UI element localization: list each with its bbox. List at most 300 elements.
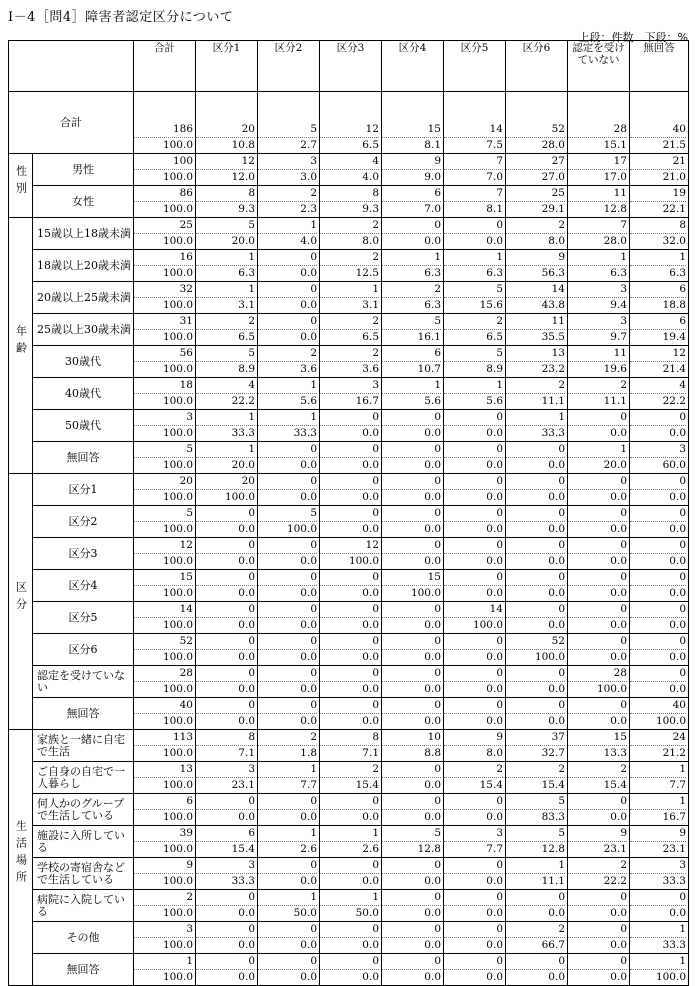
row-label: 学校の寄宿舎などで生活している	[33, 858, 134, 890]
data-cell	[134, 954, 196, 986]
count-value: 1	[372, 283, 379, 295]
count-value: 0	[310, 283, 317, 295]
data-cell	[630, 730, 689, 762]
percent-value: 7.7	[258, 777, 317, 793]
data-cell	[320, 922, 382, 954]
percent-value: 0.0	[320, 649, 379, 665]
percent-value: 8.1	[444, 201, 503, 217]
count-value: 0	[558, 667, 565, 679]
count-value: 1	[248, 283, 255, 295]
table-row	[9, 186, 689, 218]
data-cell	[630, 92, 689, 154]
percent-value: 0.0	[258, 617, 317, 633]
percent-value: 100.0	[134, 137, 193, 153]
row-label: 病院に入院している	[33, 890, 134, 922]
percent-value: 3.6	[320, 361, 379, 377]
percent-value: 0.0	[568, 649, 627, 665]
data-cell	[568, 922, 630, 954]
data-cell	[630, 154, 689, 186]
count-value: 86	[179, 187, 193, 199]
data-cell	[196, 314, 258, 346]
row-label: 無回答	[33, 442, 134, 474]
percent-value: 5.6	[258, 393, 317, 409]
percent-value: 7.7	[630, 777, 686, 793]
data-cell	[568, 250, 630, 282]
count-value: 40	[672, 699, 686, 711]
count-value: 0	[558, 475, 565, 487]
count-value: 2	[248, 315, 255, 327]
data-cell	[258, 250, 320, 282]
count-value: 12	[241, 155, 255, 167]
percent-value: 19.6	[568, 361, 627, 377]
row-label: 区分6	[33, 634, 134, 666]
count-value: 0	[679, 891, 686, 903]
percent-value: 15.6	[444, 297, 503, 313]
percent-value: 2.3	[258, 201, 317, 217]
percent-value: 33.3	[506, 425, 565, 441]
percent-value: 0.0	[320, 809, 379, 825]
data-cell	[382, 954, 444, 986]
count-value: 3	[372, 379, 379, 391]
data-cell	[382, 282, 444, 314]
data-cell	[196, 922, 258, 954]
percent-value: 22.1	[630, 201, 686, 217]
count-value: 9	[496, 731, 503, 743]
percent-value: 16.7	[320, 393, 379, 409]
percent-value: 100.0	[320, 553, 379, 569]
percent-value: 20.0	[196, 233, 255, 249]
percent-value: 100.0	[258, 521, 317, 537]
table-row	[9, 378, 689, 410]
group-label-text: 区分	[14, 581, 28, 615]
count-value: 0	[558, 539, 565, 551]
data-cell	[506, 890, 568, 922]
count-value: 20	[241, 475, 255, 487]
data-cell	[258, 634, 320, 666]
data-cell	[630, 858, 689, 890]
data-cell	[382, 922, 444, 954]
percent-value: 23.1	[630, 841, 686, 857]
count-value: 0	[620, 411, 627, 423]
count-value: 3	[186, 923, 193, 935]
percent-value: 3.1	[320, 297, 379, 313]
data-cell	[444, 570, 506, 602]
percent-value: 0.0	[196, 649, 255, 665]
cross-tab-table	[8, 40, 689, 986]
data-cell	[382, 442, 444, 474]
data-cell	[568, 474, 630, 506]
data-cell	[568, 186, 630, 218]
row-label: 何人かのグループで生活している	[33, 794, 134, 826]
data-cell	[382, 634, 444, 666]
count-value: 0	[679, 603, 686, 615]
column-header: 合計	[134, 41, 196, 92]
percent-value: 0.0	[630, 553, 686, 569]
percent-value: 22.2	[196, 393, 255, 409]
percent-value: 0.0	[506, 713, 565, 729]
data-cell	[196, 346, 258, 378]
count-value: 0	[434, 603, 441, 615]
count-value: 6	[434, 347, 441, 359]
count-value: 0	[558, 443, 565, 455]
count-value: 1	[558, 411, 565, 423]
data-cell	[568, 346, 630, 378]
count-value: 3	[679, 443, 686, 455]
data-cell	[134, 474, 196, 506]
count-value: 11	[613, 187, 627, 199]
percent-value: 22.2	[568, 873, 627, 889]
percent-value: 0.0	[382, 937, 441, 953]
count-value: 0	[620, 795, 627, 807]
count-value: 0	[434, 859, 441, 871]
data-cell	[630, 474, 689, 506]
count-value: 2	[558, 923, 565, 935]
data-cell	[444, 474, 506, 506]
data-cell	[506, 378, 568, 410]
percent-value: 100.0	[134, 937, 193, 953]
count-value: 0	[620, 923, 627, 935]
row-label: 区分4	[33, 570, 134, 602]
table-row	[9, 602, 689, 634]
data-cell	[630, 250, 689, 282]
percent-value: 20.0	[568, 457, 627, 473]
data-cell	[134, 410, 196, 442]
row-label: 女性	[33, 186, 134, 218]
percent-value: 100.0	[134, 521, 193, 537]
data-cell	[134, 698, 196, 730]
table-row	[9, 570, 689, 602]
data-cell	[382, 506, 444, 538]
count-value: 0	[248, 603, 255, 615]
data-cell	[630, 570, 689, 602]
percent-value: 23.1	[568, 841, 627, 857]
percent-value: 0.0	[506, 553, 565, 569]
percent-value: 0.0	[444, 809, 503, 825]
data-cell	[196, 186, 258, 218]
percent-value: 0.0	[630, 585, 686, 601]
group-label	[9, 474, 33, 730]
percent-value: 0.0	[196, 553, 255, 569]
data-cell	[444, 666, 506, 698]
percent-value: 0.0	[258, 489, 317, 505]
percent-value: 12.5	[320, 265, 379, 281]
count-value: 52	[551, 123, 565, 135]
percent-value: 0.0	[506, 905, 565, 921]
data-cell	[196, 250, 258, 282]
table-row	[9, 250, 689, 282]
percent-value: 60.0	[630, 457, 686, 473]
data-cell	[568, 442, 630, 474]
header-corner	[9, 41, 134, 92]
percent-value: 0.0	[258, 713, 317, 729]
table-row	[9, 954, 689, 986]
data-cell	[630, 794, 689, 826]
percent-value: 0.0	[258, 649, 317, 665]
data-cell	[196, 218, 258, 250]
data-cell	[196, 858, 258, 890]
count-value: 0	[434, 763, 441, 775]
data-cell	[196, 890, 258, 922]
percent-value: 100.0	[134, 969, 193, 985]
data-cell	[258, 442, 320, 474]
percent-value: 0.0	[382, 713, 441, 729]
row-label: 40歳代	[33, 378, 134, 410]
count-value: 0	[434, 219, 441, 231]
percent-value: 8.9	[196, 361, 255, 377]
count-value: 1	[248, 443, 255, 455]
percent-value: 0.0	[382, 233, 441, 249]
count-value: 0	[372, 475, 379, 487]
count-value: 1	[310, 379, 317, 391]
data-cell	[444, 634, 506, 666]
percent-value: 100.0	[134, 873, 193, 889]
percent-value: 9.3	[196, 201, 255, 217]
percent-value: 0.0	[568, 937, 627, 953]
column-header: 区分1	[196, 41, 258, 92]
count-value: 4	[372, 155, 379, 167]
count-value: 6	[679, 283, 686, 295]
percent-value: 0.0	[382, 873, 441, 889]
percent-value: 100.0	[134, 649, 193, 665]
percent-value: 0.0	[196, 969, 255, 985]
count-value: 0	[496, 635, 503, 647]
data-cell	[196, 410, 258, 442]
count-value: 2	[496, 315, 503, 327]
data-cell	[196, 570, 258, 602]
group-label-text: 年齢	[14, 325, 28, 359]
count-value: 0	[434, 891, 441, 903]
data-cell	[630, 186, 689, 218]
percent-value: 100.0	[134, 617, 193, 633]
count-value: 0	[310, 699, 317, 711]
data-cell	[630, 666, 689, 698]
count-value: 20	[241, 123, 255, 135]
count-value: 0	[248, 571, 255, 583]
data-cell	[196, 506, 258, 538]
percent-value: 100.0	[630, 969, 686, 985]
data-cell	[134, 634, 196, 666]
data-cell	[568, 410, 630, 442]
percent-value: 0.0	[506, 585, 565, 601]
percent-value: 0.0	[196, 617, 255, 633]
count-value: 56	[179, 347, 193, 359]
percent-value: 83.3	[506, 809, 565, 825]
data-cell	[134, 346, 196, 378]
data-cell	[258, 154, 320, 186]
data-cell	[320, 314, 382, 346]
percent-value: 28.0	[568, 233, 627, 249]
percent-value: 0.0	[568, 809, 627, 825]
count-value: 2	[620, 379, 627, 391]
count-value: 5	[496, 283, 503, 295]
percent-value: 15.4	[196, 841, 255, 857]
percent-value: 100.0	[506, 649, 565, 665]
percent-value: 6.5	[196, 329, 255, 345]
percent-value: 20.0	[196, 457, 255, 473]
count-value: 0	[496, 219, 503, 231]
count-value: 0	[620, 955, 627, 967]
column-header: 区分2	[258, 41, 320, 92]
data-cell	[630, 954, 689, 986]
percent-value: 21.5	[630, 137, 686, 153]
percent-value: 33.3	[258, 425, 317, 441]
data-cell	[382, 410, 444, 442]
row-label: 無回答	[33, 954, 134, 986]
percent-value: 0.0	[196, 521, 255, 537]
data-cell	[444, 762, 506, 794]
count-value: 28	[613, 123, 627, 135]
data-cell	[444, 218, 506, 250]
data-cell	[196, 538, 258, 570]
table-row	[9, 282, 689, 314]
data-cell	[134, 794, 196, 826]
data-cell	[382, 730, 444, 762]
count-value: 27	[551, 155, 565, 167]
data-cell	[382, 250, 444, 282]
percent-value: 43.8	[506, 297, 565, 313]
count-value: 0	[679, 571, 686, 583]
percent-value: 0.0	[568, 713, 627, 729]
table-row	[9, 890, 689, 922]
percent-value: 6.5	[320, 137, 379, 153]
percent-value: 0.0	[444, 713, 503, 729]
column-header: 認定を受けていない	[568, 41, 630, 92]
count-value: 0	[372, 955, 379, 967]
percent-value: 100.0	[382, 585, 441, 601]
percent-value: 6.3	[196, 265, 255, 281]
count-value: 8	[372, 731, 379, 743]
count-value: 0	[310, 603, 317, 615]
count-value: 0	[248, 955, 255, 967]
table-row	[9, 730, 689, 762]
data-cell	[568, 730, 630, 762]
data-cell	[196, 762, 258, 794]
count-value: 28	[613, 667, 627, 679]
column-header: 無回答	[630, 41, 689, 92]
count-value: 15	[179, 571, 193, 583]
data-cell	[196, 954, 258, 986]
data-cell	[134, 506, 196, 538]
data-cell	[134, 538, 196, 570]
row-label: 25歳以上30歳未満	[33, 314, 134, 346]
count-value: 0	[558, 955, 565, 967]
percent-value: 0.0	[382, 681, 441, 697]
percent-value: 0.0	[196, 681, 255, 697]
percent-value: 0.0	[506, 489, 565, 505]
data-cell	[382, 314, 444, 346]
count-value: 0	[248, 507, 255, 519]
percent-value: 100.0	[134, 425, 193, 441]
count-value: 0	[496, 859, 503, 871]
percent-value: 0.0	[506, 969, 565, 985]
percent-value: 0.0	[382, 521, 441, 537]
data-cell	[320, 218, 382, 250]
percent-value: 12.0	[196, 169, 255, 185]
percent-value: 16.7	[630, 809, 686, 825]
count-value: 2	[558, 219, 565, 231]
count-value: 2	[310, 187, 317, 199]
data-cell	[506, 602, 568, 634]
data-cell	[506, 506, 568, 538]
count-value: 0	[372, 699, 379, 711]
percent-value: 100.0	[134, 713, 193, 729]
percent-value: 10.7	[382, 361, 441, 377]
data-cell	[196, 442, 258, 474]
table-row	[9, 346, 689, 378]
data-cell	[506, 570, 568, 602]
percent-value: 0.0	[258, 265, 317, 281]
count-value: 8	[679, 219, 686, 231]
count-value: 1	[372, 891, 379, 903]
data-cell	[568, 154, 630, 186]
percent-value: 2.6	[320, 841, 379, 857]
data-cell	[568, 570, 630, 602]
count-value: 12	[365, 539, 379, 551]
percent-value: 17.0	[568, 169, 627, 185]
percent-value: 0.0	[258, 329, 317, 345]
count-value: 19	[672, 187, 686, 199]
percent-value: 0.0	[258, 969, 317, 985]
count-value: 0	[248, 795, 255, 807]
row-label: 18歳以上20歳未満	[33, 250, 134, 282]
row-label: 区分1	[33, 474, 134, 506]
count-value: 1	[558, 859, 565, 871]
data-cell	[382, 154, 444, 186]
count-value: 1	[679, 955, 686, 967]
table-row	[9, 666, 689, 698]
percent-value: 0.0	[444, 649, 503, 665]
percent-value: 100.0	[134, 905, 193, 921]
percent-value: 0.0	[568, 521, 627, 537]
percent-value: 7.0	[382, 201, 441, 217]
row-label: 施設に入所している	[33, 826, 134, 858]
data-cell	[382, 570, 444, 602]
percent-value: 0.0	[630, 905, 686, 921]
percent-value: 33.3	[630, 937, 686, 953]
count-value: 0	[496, 571, 503, 583]
data-cell	[568, 282, 630, 314]
percent-value: 0.0	[320, 873, 379, 889]
data-cell	[506, 538, 568, 570]
count-value: 0	[372, 635, 379, 647]
data-cell	[444, 826, 506, 858]
row-label: その他	[33, 922, 134, 954]
data-cell	[258, 186, 320, 218]
data-cell	[320, 282, 382, 314]
count-value: 1	[310, 763, 317, 775]
count-value: 0	[496, 475, 503, 487]
count-value: 14	[179, 603, 193, 615]
data-cell	[630, 506, 689, 538]
count-value: 2	[372, 347, 379, 359]
count-value: 9	[679, 827, 686, 839]
table-row	[9, 410, 689, 442]
percent-value: 0.0	[444, 233, 503, 249]
data-cell	[320, 250, 382, 282]
data-cell	[320, 602, 382, 634]
data-cell	[382, 890, 444, 922]
percent-value: 3.6	[258, 361, 317, 377]
count-value: 0	[434, 795, 441, 807]
percent-value: 7.1	[196, 745, 255, 761]
row-label: 20歳以上25歳未満	[33, 282, 134, 314]
data-cell	[506, 250, 568, 282]
percent-value: 0.0	[444, 457, 503, 473]
percent-value: 6.3	[630, 265, 686, 281]
count-value: 0	[434, 507, 441, 519]
data-cell	[258, 890, 320, 922]
data-cell	[196, 92, 258, 154]
